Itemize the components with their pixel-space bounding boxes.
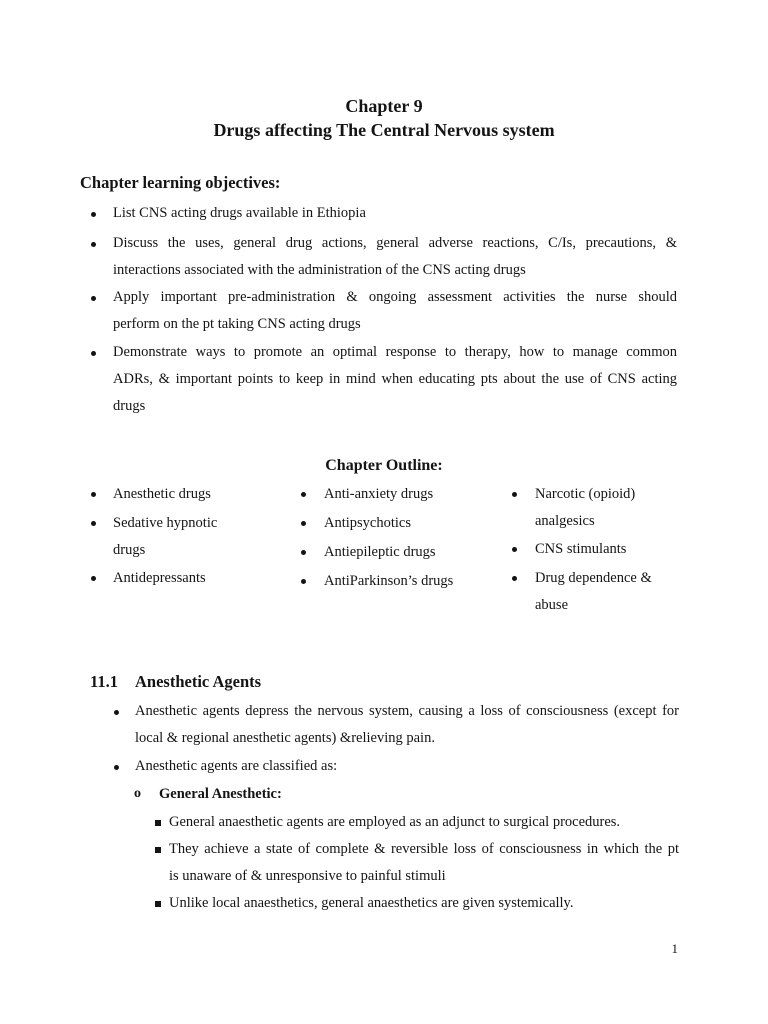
objective-line: drugs — [113, 398, 146, 414]
section-title: Anesthetic Agents — [135, 672, 262, 691]
subitem — [169, 890, 679, 917]
subitem — [169, 836, 679, 890]
outline-item: AntiParkinson’s drugs — [324, 573, 454, 589]
section-bullet — [135, 698, 679, 752]
bullet-icon — [301, 492, 306, 497]
bullet-icon — [512, 576, 517, 581]
bullet-icon — [114, 710, 119, 715]
outline-heading: Chapter Outline: — [325, 457, 443, 474]
page-number: 1 — [671, 941, 678, 956]
bullet-icon — [114, 765, 119, 770]
bullet-icon — [301, 550, 306, 555]
outline-item: Anesthetic drugs — [113, 486, 211, 502]
objective-line: perform on the pt taking CNS acting drugs — [113, 316, 361, 332]
outline-item: Narcotic (opioid) analgesics — [535, 486, 636, 529]
bullet-icon — [91, 351, 96, 356]
bullet-icon — [91, 296, 96, 301]
chapter-number: Chapter 9 — [345, 96, 423, 116]
outline-item: Anti-anxiety drugs — [324, 486, 434, 502]
outline-item: Antiepileptic drugs — [324, 544, 436, 560]
section-bullet — [135, 753, 679, 780]
objectives-heading: Chapter learning objectives: — [80, 173, 281, 192]
sub-bullet-marker: o — [134, 786, 141, 801]
bullet-icon — [91, 242, 96, 247]
chapter-title: Drugs affecting The Central Nervous system — [213, 120, 555, 140]
objective-line: ADRs, & important points to keep in mind when educating pts about the use of CNS acting — [113, 371, 677, 387]
bullet-icon — [91, 492, 96, 497]
subitem-line: is unaware of & unresponsive to painful stimuli — [169, 868, 446, 884]
outline-item: Drug dependence & abuse — [535, 570, 652, 613]
outline-item: Antipsychotics — [324, 515, 411, 531]
square-bullet-icon — [155, 901, 161, 907]
bullet-icon — [512, 547, 517, 552]
outline-item: Sedative hypnotic drugs — [113, 515, 218, 558]
bullet-icon — [91, 212, 96, 217]
subitem — [169, 809, 679, 836]
bullet-icon — [91, 521, 96, 526]
objective-line: Discuss the uses, general drug actions, general adverse reactions, C/Is, precautions, & — [113, 235, 677, 251]
objective-line: List CNS acting drugs available in Ethiopia — [113, 205, 366, 221]
square-bullet-icon — [155, 847, 161, 853]
bullet-icon — [301, 579, 306, 584]
objective-line: Apply important pre-administration & ongoing assessment activities the nurse should — [113, 289, 677, 305]
outline-item: Antidepressants — [113, 570, 206, 586]
section-line: Anesthetic agents are classified as: — [135, 758, 338, 774]
objective-item — [113, 339, 677, 420]
subitem-line: Unlike local anaesthetics, general anaesthetics are given systemically. — [169, 895, 574, 911]
subheading: General Anesthetic: — [159, 786, 282, 802]
section-number: 11.1 — [90, 672, 118, 691]
subitem-line: They achieve a state of complete & reversible loss of consciousness in which the pt — [169, 841, 679, 857]
objective-line: interactions associated with the administration of the CNS acting drugs — [113, 262, 526, 278]
objective-item — [113, 284, 677, 338]
section-line: local & regional anesthetic agents) &relieving pain. — [135, 730, 435, 746]
objective-item — [113, 200, 677, 227]
bullet-icon — [512, 492, 517, 497]
objective-line: Demonstrate ways to promote an optimal response to therapy, how to manage common — [113, 344, 677, 360]
square-bullet-icon — [155, 820, 161, 826]
bullet-icon — [91, 576, 96, 581]
objective-item — [113, 230, 677, 284]
outline-item: CNS stimulants — [535, 541, 627, 557]
subitem-line: General anaesthetic agents are employed as an adjunct to surgical procedures. — [169, 814, 621, 830]
section-line: Anesthetic agents depress the nervous system, causing a loss of consciousness (except for — [135, 703, 679, 719]
bullet-icon — [301, 521, 306, 526]
